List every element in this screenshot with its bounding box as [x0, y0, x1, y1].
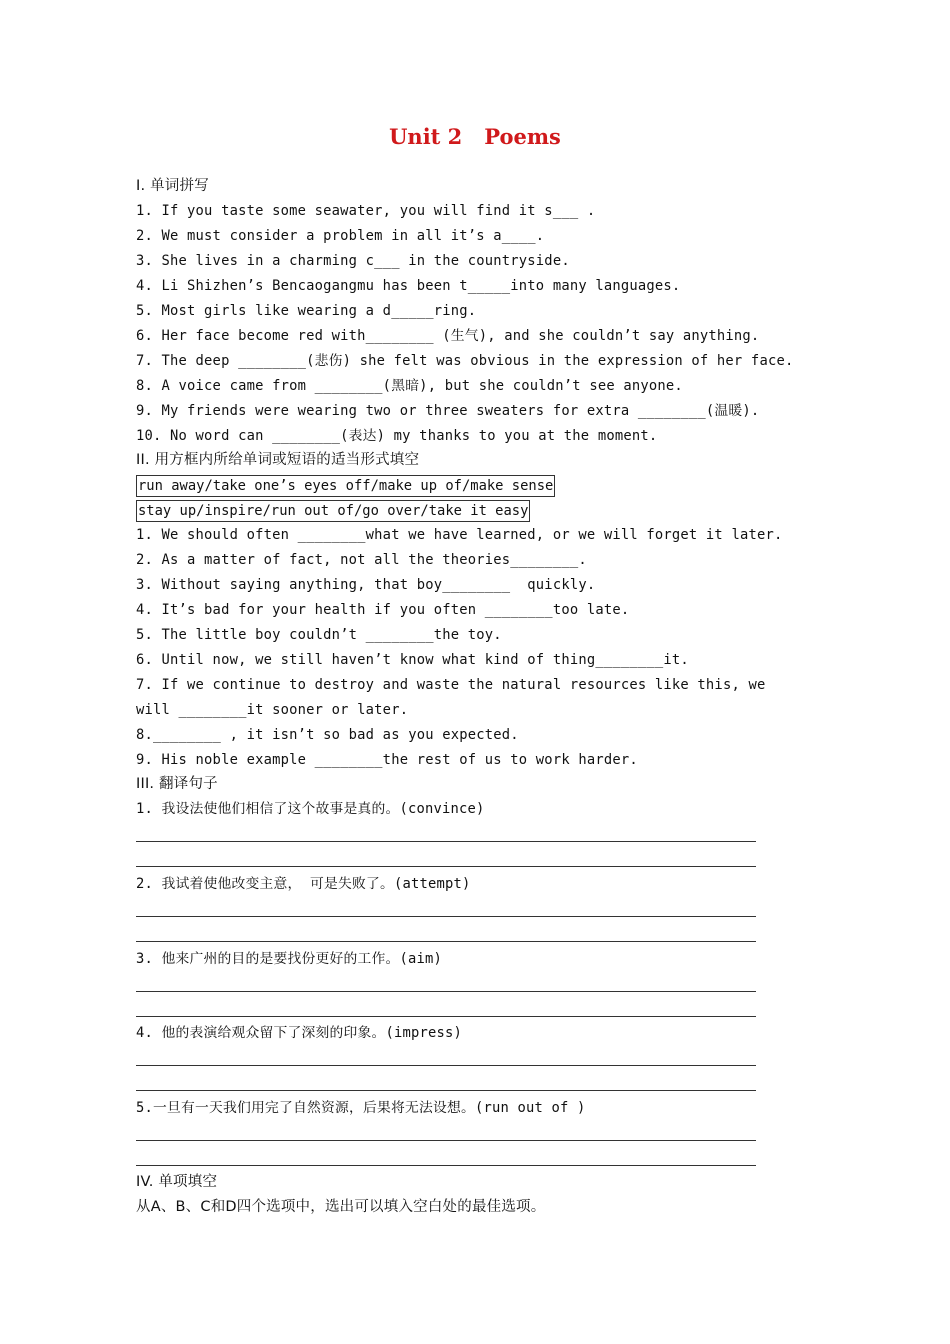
answer-line	[136, 841, 756, 842]
s3-item-2: 2. 我试着使他改变主意， 可是失败了。(attempt)	[136, 876, 471, 892]
section-2-heading: II. 用方框内所给单词或短语的适当形式填空	[136, 452, 420, 468]
s3-item-1: 1. 我设法使他们相信了这个故事是真的。(convince)	[136, 801, 485, 817]
s1-item-3: 3. She lives in a charming c___ in the countryside.	[136, 253, 570, 269]
s2-item-3: 3. Without saying anything, that boy________ quickly.	[136, 577, 596, 593]
s2-item-7-cont: will ________it sooner or later.	[136, 702, 409, 718]
answer-line	[136, 1140, 756, 1141]
section-1-heading: I. 单词拼写	[136, 178, 209, 194]
section-4-heading: IV. 单项填空	[136, 1174, 218, 1190]
s2-item-2: 2. As a matter of fact, not all the theories________.	[136, 552, 587, 568]
s1-item-9: 9. My friends were wearing two or three sweaters for extra ________(温暖).	[136, 403, 760, 419]
answer-line	[136, 1016, 756, 1017]
answer-line	[136, 1065, 756, 1066]
s2-item-6: 6. Until now, we still haven’t know what kind of thing________it.	[136, 652, 689, 668]
s3-item-4: 4. 他的表演给观众留下了深刻的印象。(impress)	[136, 1025, 463, 1041]
s1-item-2: 2. We must consider a problem in all it’s a____.	[136, 228, 545, 244]
section-4-instruction: 从A、B、C和D四个选项中，选出可以填入空白处的最佳选项。	[136, 1199, 546, 1215]
s2-item-9: 9. His noble example ________the rest of us to work harder.	[136, 752, 638, 768]
s2-item-8: 8.________ , it isn’t so bad as you expected.	[136, 727, 519, 743]
s2-item-4: 4. It’s bad for your health if you often ________too late.	[136, 602, 630, 618]
s3-item-3: 3. 他来广州的目的是要找份更好的工作。(aim)	[136, 951, 442, 967]
word-box-line-2: stay up/inspire/run out of/go over/take it easy	[136, 500, 530, 522]
answer-line	[136, 1090, 756, 1091]
answer-line	[136, 916, 756, 917]
s3-item-5: 5.一旦有一天我们用完了自然资源，后果将无法设想。(run out of )	[136, 1100, 586, 1116]
s1-item-8: 8. A voice came from ________(黑暗), but she couldn’t see anyone.	[136, 378, 683, 394]
answer-line	[136, 1165, 756, 1166]
page-title: Unit 2 Poems	[389, 124, 561, 149]
s1-item-4: 4. Li Shizhen’s Bencaogangmu has been t_____into many languages.	[136, 278, 681, 294]
s1-item-7: 7. The deep ________(悲伤) she felt was obvious in the expression of her face.	[136, 353, 794, 369]
answer-line	[136, 866, 756, 867]
s1-item-1: 1. If you taste some seawater, you will find it s___ .	[136, 203, 596, 219]
section-3-heading: III. 翻译句子	[136, 776, 218, 792]
s1-item-5: 5. Most girls like wearing a d_____ring.	[136, 303, 477, 319]
answer-line	[136, 991, 756, 992]
s1-item-10: 10. No word can ________(表达) my thanks to you at the moment.	[136, 428, 658, 444]
answer-line	[136, 941, 756, 942]
s1-item-6: 6. Her face become red with________ (生气), and she couldn’t say anything.	[136, 328, 760, 344]
s2-item-1: 1. We should often ________what we have learned, or we will forget it later.	[136, 527, 783, 543]
s2-item-7: 7. If we continue to destroy and waste the natural resources like this, we	[136, 677, 766, 693]
s2-item-5: 5. The little boy couldn’t ________the toy.	[136, 627, 502, 643]
word-box-line-1: run away/take one’s eyes off/make up of/make sense	[136, 475, 555, 497]
